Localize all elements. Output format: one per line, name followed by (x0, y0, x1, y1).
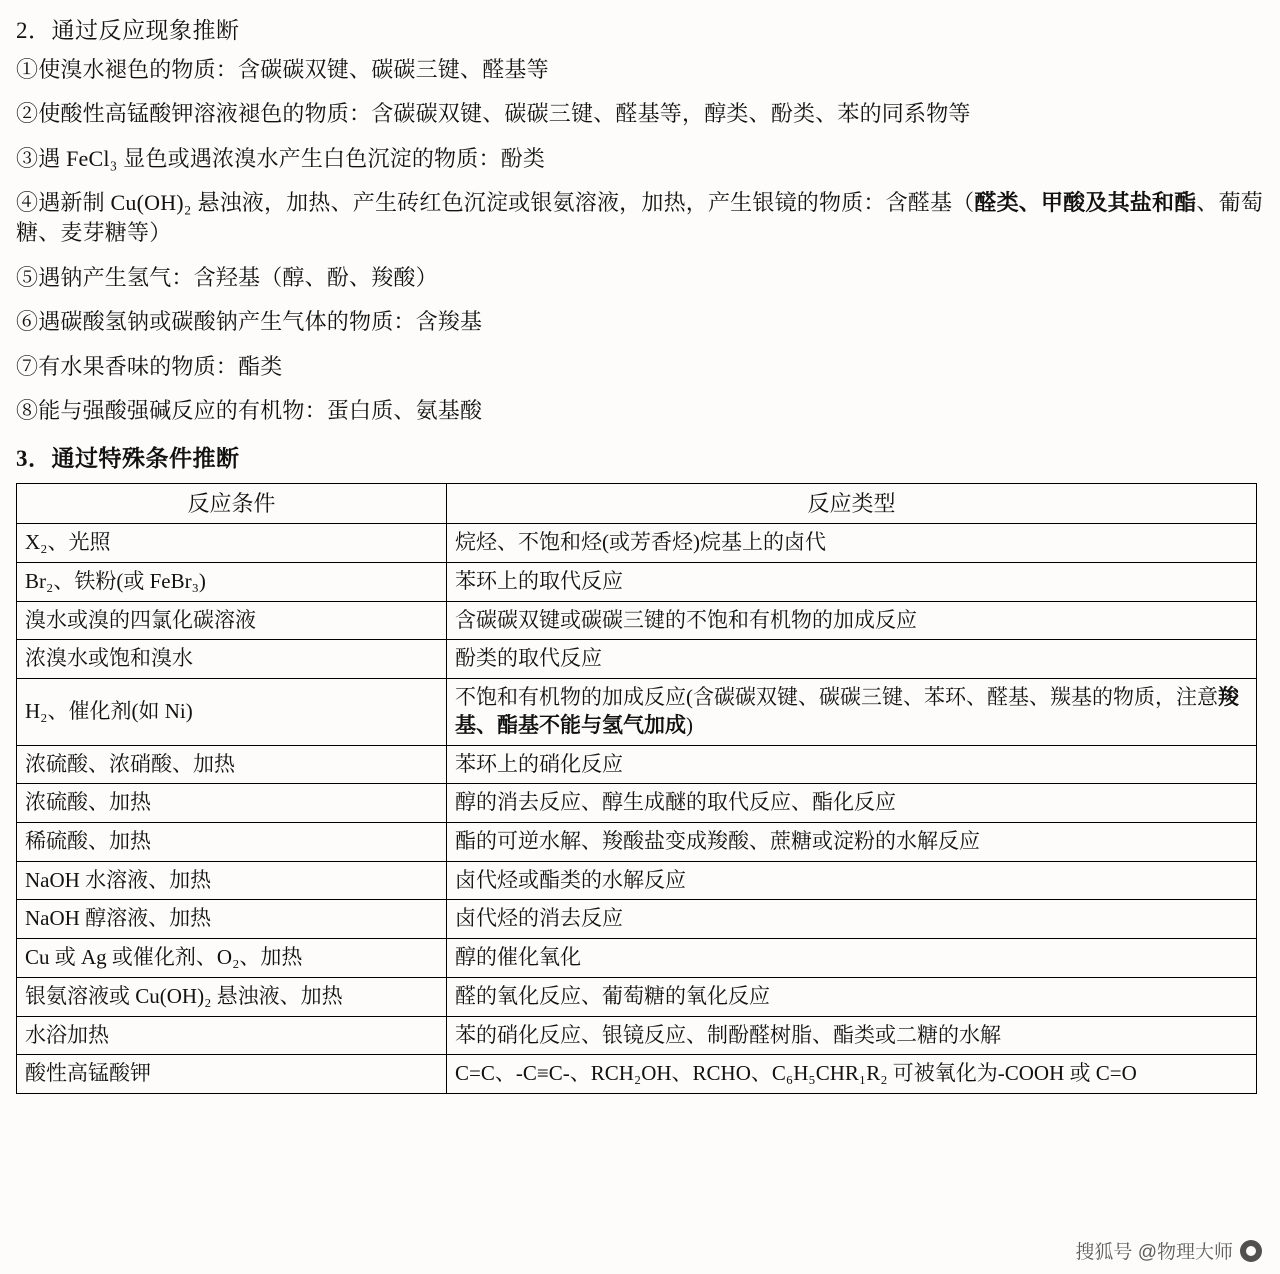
table-row (17, 977, 1257, 1016)
cell-condition: NaOH 水溶液、加热 (17, 861, 447, 900)
section-2-item-7: ⑦有水果香味的物质：酯类 (16, 353, 283, 379)
cell-reaction-type: 醇的消去反应、醇生成醚的取代反应、酯化反应 (447, 784, 1257, 823)
cell-reaction-type: 酚类的取代反应 (447, 640, 1257, 679)
section-2-item-1: ①使溴水褪色的物质：含碳碳双键、碳碳三键、醛基等 (16, 57, 549, 82)
conditions-table (16, 483, 1257, 1094)
cell-condition: Cu 或 Ag 或催化剂、O₂、加热 (17, 939, 447, 978)
table-row (17, 784, 1257, 823)
cell-condition: H₂、催化剂(如 Ni) (17, 679, 447, 745)
cell-reaction-type: 苯环上的硝化反应 (447, 745, 1257, 784)
cell-condition: 浓溴水或饱和溴水 (17, 640, 447, 679)
table-row (17, 900, 1257, 939)
watermark-text: 搜狐号 @物理大师 (1075, 1242, 1233, 1263)
table-body (17, 524, 1257, 1094)
section-2-item-3: ③遇 FeCl₃ 显色或遇浓溴水产生白色沉淀的物质：酚类 (16, 145, 546, 171)
table-row (17, 745, 1257, 784)
table-row (17, 524, 1257, 563)
cell-condition: 稀硫酸、加热 (17, 823, 447, 862)
table-row (17, 939, 1257, 978)
cell-condition: 水浴加热 (17, 1016, 447, 1055)
cell-reaction-type: 含碳碳双键或碳碳三键的不饱和有机物的加成反应 (447, 601, 1257, 640)
section-2-item-5: ⑤遇钠产生氢气：含羟基（醇、酚、羧酸） (16, 264, 438, 290)
table-row (17, 562, 1257, 601)
section-2-item-6: ⑥遇碳酸氢钠或碳酸钠产生气体的物质：含羧基 (16, 309, 483, 335)
table-row (17, 1055, 1257, 1094)
table-row (17, 601, 1257, 640)
cell-condition: 溴水或溴的四氯化碳溶液 (17, 601, 447, 640)
cell-condition: Br₂、铁粉(或 FeBr₃) (17, 562, 447, 601)
cell-condition: X₂、光照 (17, 524, 447, 563)
table-header-condition: 反应条件 (17, 484, 447, 524)
cell-condition: 浓硫酸、浓硝酸、加热 (17, 745, 447, 784)
cell-reaction-type: C=C、-C≡C-、RCH₂OH、RCHO、C₆H₅CHR₁R₂ 可被氧化为-COOH 或 C=O (447, 1055, 1257, 1094)
cell-reaction-type: 酯的可逆水解、羧酸盐变成羧酸、蔗糖或淀粉的水解反应 (447, 823, 1257, 862)
cell-reaction-type: 醇的催化氧化 (447, 939, 1257, 978)
cell-reaction-type: 醛的氧化反应、葡萄糖的氧化反应 (447, 977, 1257, 1016)
table-row (17, 679, 1257, 745)
cell-reaction-type: 烷烃、不饱和烃(或芳香烃)烷基上的卤代 (447, 524, 1257, 563)
watermark (1075, 1237, 1262, 1264)
section-2-item-8: ⑧能与强酸强碱反应的有机物：蛋白质、氨基酸 (16, 397, 483, 423)
table-header-row (17, 484, 1257, 524)
cell-reaction-type: 卤代烃的消去反应 (447, 900, 1257, 939)
cell-condition: 银氨溶液或 Cu(OH)₂ 悬浊液、加热 (17, 977, 447, 1016)
table-row (17, 861, 1257, 900)
cell-condition: 浓硫酸、加热 (17, 784, 447, 823)
cell-condition: NaOH 醇溶液、加热 (17, 900, 447, 939)
table-row (17, 1016, 1257, 1055)
cell-reaction-type: 卤代烃或酯类的水解反应 (447, 861, 1257, 900)
section-2-item-2: ②使酸性高锰酸钾溶液褪色的物质：含碳碳双键、碳碳三键、醛基等，醇类、酚类、苯的同系物等 (16, 101, 971, 127)
cell-reaction-type: 苯的硝化反应、银镜反应、制酚醛树脂、酯类或二糖的水解 (447, 1016, 1257, 1055)
table-header-type: 反应类型 (447, 484, 1257, 524)
cell-reaction-type: 不饱和有机物的加成反应(含碳碳双键、碳碳三键、苯环、醛基、羰基的物质，注意羧基、酯基不能与氢气加成) (447, 679, 1257, 745)
section-2-heading: 2．通过反应现象推断 (16, 18, 240, 43)
watermark-logo-icon (1240, 1240, 1262, 1262)
table-row (17, 823, 1257, 862)
section-3-heading: 3．通过特殊条件推断 (16, 446, 240, 472)
section-2-item-4: ④遇新制 Cu(OH)₂ 悬浊液，加热、产生砖红色沉淀或银氨溶液，加热，产生银镜的物质：含醛基（醛类、甲酸及其盐和酯、葡萄糖、麦芽糖等） (16, 190, 1263, 246)
cell-reaction-type: 苯环上的取代反应 (447, 562, 1257, 601)
table-row (17, 640, 1257, 679)
cell-condition: 酸性高锰酸钾 (17, 1055, 447, 1094)
